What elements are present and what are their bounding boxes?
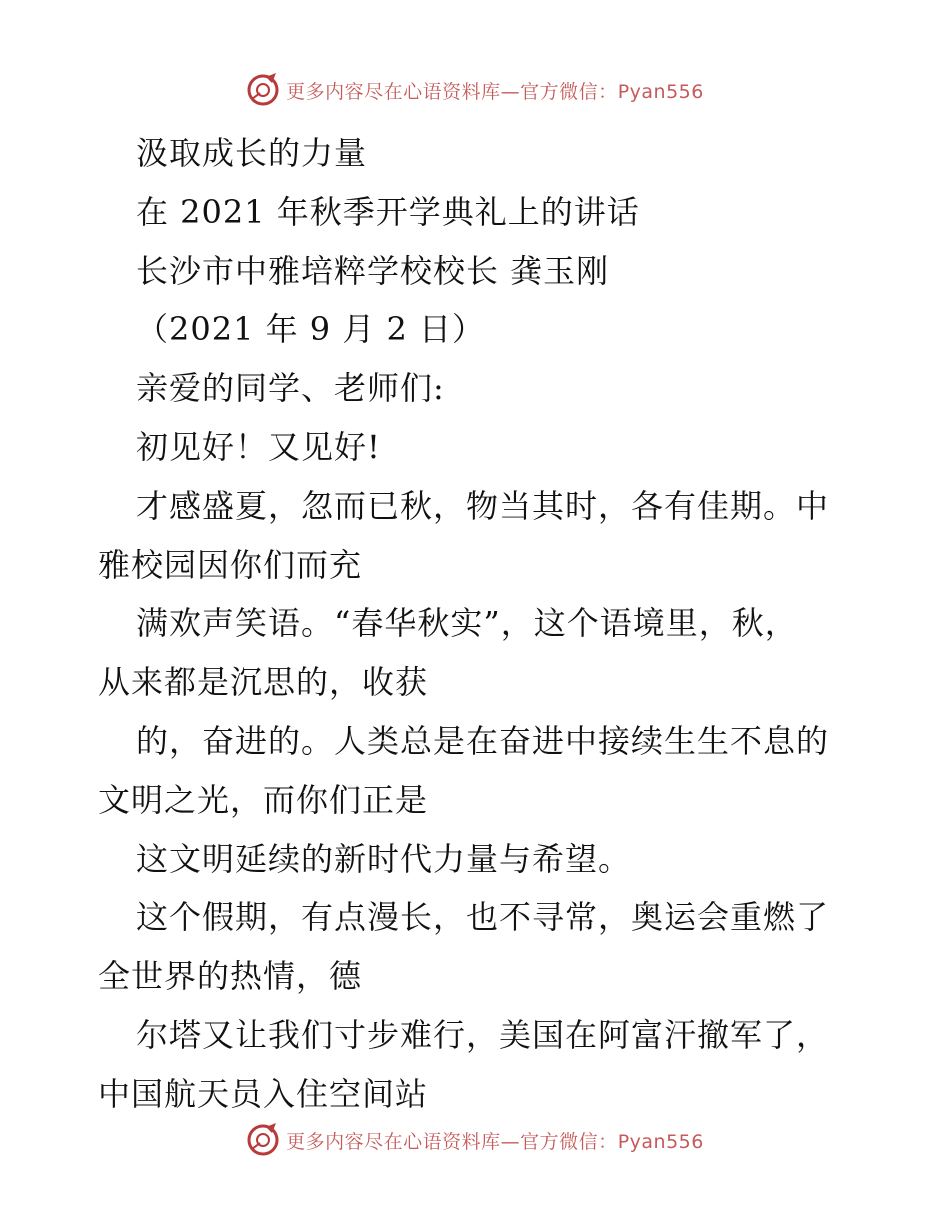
text-line: 中国航天员入住空间站 bbox=[98, 1074, 429, 1113]
text-line: 长沙市中雅培粹学校校长 龚玉刚 bbox=[136, 251, 610, 290]
pen-logo-icon bbox=[246, 73, 280, 107]
watermark-slogan: 更多内容尽在心语资料库 bbox=[286, 1130, 501, 1153]
text-line: 满欢声笑语。“春华秋实”，这个语境里，秋， bbox=[136, 604, 798, 643]
watermark-handle: Pyan556 bbox=[617, 1130, 704, 1153]
text-line: 从来都是沉思的，收获 bbox=[98, 663, 429, 702]
watermark-separator: — bbox=[500, 80, 521, 103]
text-line: 这个假期，有点漫长，也不寻常，奥运会重燃了 bbox=[136, 898, 830, 937]
watermark-official: 官方微信： bbox=[520, 1130, 618, 1153]
text-line: 亲爱的同学、老师们: bbox=[136, 369, 445, 408]
document-body bbox=[98, 124, 858, 1124]
watermark-text bbox=[286, 77, 704, 104]
watermark-handle: Pyan556 bbox=[617, 80, 704, 103]
watermark-official: 官方微信： bbox=[520, 80, 618, 103]
text-line: 初见好！又见好! bbox=[136, 427, 381, 466]
text-line: （2021 年 9 月 2 日） bbox=[136, 310, 486, 349]
text-line: 在 2021 年秋季开学典礼上的讲话 bbox=[136, 192, 640, 231]
watermark-banner-bottom bbox=[0, 1120, 950, 1160]
watermark-content bbox=[246, 73, 704, 107]
text-line: 全世界的热情，德 bbox=[98, 957, 363, 996]
document-title: 汲取成长的力量 bbox=[136, 134, 368, 172]
text-line: 的，奋进的。人类总是在奋进中接续生生不息的 bbox=[136, 721, 830, 760]
watermark-content bbox=[246, 1123, 704, 1157]
watermark-slogan: 更多内容尽在心语资料库 bbox=[286, 80, 501, 103]
watermark-separator: — bbox=[500, 1130, 521, 1153]
text-line: 才感盛夏，忽而已秋，物当其时，各有佳期。中 bbox=[136, 486, 830, 525]
pen-logo-icon bbox=[246, 1123, 280, 1157]
watermark-banner-top bbox=[0, 70, 950, 110]
text-line: 这文明延续的新时代力量与希望。 bbox=[136, 839, 632, 878]
watermark-text bbox=[286, 1127, 704, 1154]
text-line: 尔塔又让我们寸步难行，美国在阿富汗撤军了， bbox=[136, 1015, 830, 1054]
text-line: 雅校园因你们而充 bbox=[98, 545, 363, 584]
text-line: 文明之光，而你们正是 bbox=[98, 780, 429, 819]
